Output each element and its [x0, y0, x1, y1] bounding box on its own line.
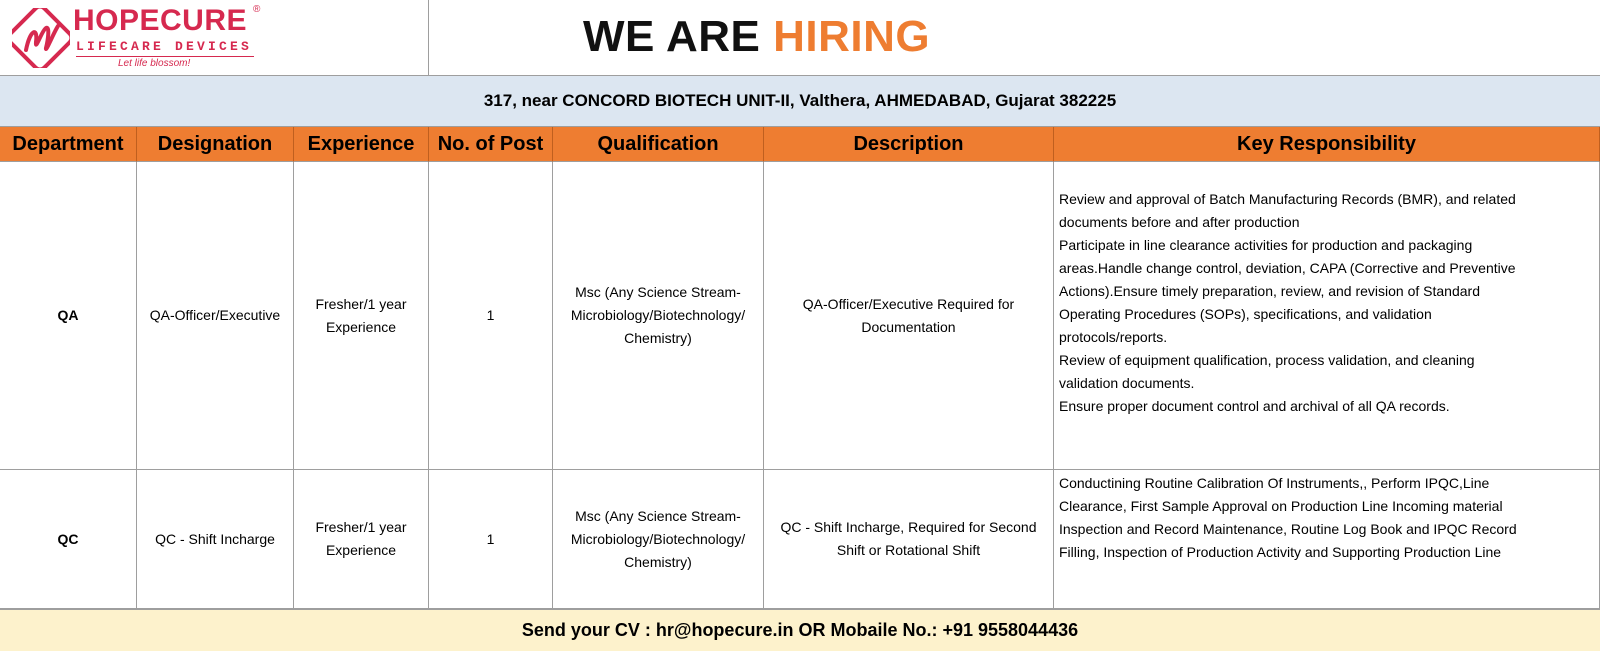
row-qa-department: QA — [0, 162, 137, 470]
registered-mark: ® — [253, 4, 261, 15]
responsibility-line: Review and approval of Batch Manufacturing Records (BMR), and related — [1059, 191, 1516, 207]
qualification-line: Msc (Any Science Stream- — [575, 284, 741, 300]
row-qc-qualification — [553, 470, 764, 609]
row-qc-responsibility — [1054, 470, 1600, 609]
description-line: QA-Officer/Executive Required for — [802, 295, 1015, 312]
address-bar: 317, near CONCORD BIOTECH UNIT-II, Valthera, AHMEDABAD, Gujarat 382225 — [0, 76, 1600, 127]
qualification-line: Microbiology/Biotechnology/ — [570, 530, 746, 547]
responsibility-line: Operating Procedures (SOPs), specifications, and validation — [1059, 306, 1432, 322]
logo-cell — [0, 0, 429, 76]
responsibility-line: Conductining Routine Calibration Of Instruments,, Perform IPQC,Line — [1059, 475, 1490, 491]
qualification-line: Chemistry) — [624, 553, 692, 570]
header-qualification: Qualification — [553, 127, 764, 162]
responsibility-line: Inspection and Record Maintenance, Routine Log Book and IPQC Record — [1059, 521, 1517, 537]
row-qc-designation: QC - Shift Incharge — [137, 470, 294, 609]
contact-footer: Send your CV : hr@hopecure.in OR Mobaile No.: +91 9558044436 — [0, 609, 1600, 651]
description-line: QC - Shift Incharge, Required for Second — [780, 519, 1037, 535]
title-part-2: HIRING — [773, 12, 931, 61]
row-qc-experience — [294, 470, 429, 609]
responsibility-line: Clearance, First Sample Approval on Production Line Incoming material — [1059, 498, 1503, 514]
qualification-line: Msc (Any Science Stream- — [575, 507, 741, 524]
experience-line: Experience — [325, 318, 397, 335]
brand-divider — [76, 56, 254, 57]
row-qc-posts: 1 — [429, 470, 553, 609]
responsibility-line: validation documents. — [1059, 375, 1195, 391]
responsibility-line: protocols/reports. — [1059, 329, 1168, 345]
experience-line: Fresher/1 year — [315, 295, 407, 312]
responsibility-line: Ensure proper document control and archival of all QA records. — [1059, 398, 1450, 414]
header-designation: Designation — [137, 127, 294, 162]
qualification-line: Microbiology/Biotechnology/ — [570, 307, 746, 323]
brand-name: HOPECURE — [73, 4, 248, 37]
title-part-1: WE ARE — [583, 12, 761, 61]
responsibility-line: Participate in line clearance activities for production and packaging — [1059, 237, 1473, 253]
row-qa-description — [764, 162, 1054, 470]
header-key-responsibility: Key Responsibility — [1054, 127, 1600, 162]
header-description: Description — [764, 127, 1054, 162]
responsibility-line: Actions).Ensure timely preparation, review, and revision of Standard — [1059, 283, 1480, 299]
page-title — [583, 12, 930, 62]
row-qc-department: QC — [0, 470, 137, 609]
description-line: Documentation — [861, 318, 956, 335]
row-qa-qualification — [553, 162, 764, 470]
responsibility-line: Filling, Inspection of Production Activity and Supporting Production Line — [1059, 544, 1502, 560]
hopecure-logo-icon — [12, 8, 70, 68]
row-qa-responsibility — [1054, 162, 1600, 470]
description-line: Shift or Rotational Shift — [836, 542, 981, 558]
header-no-of-post: No. of Post — [429, 127, 553, 162]
title-cell — [429, 0, 1600, 76]
responsibility-line: areas.Handle change control, deviation, CAPA (Corrective and Preventive — [1059, 260, 1516, 276]
row-qa-experience — [294, 162, 429, 470]
experience-line: Fresher/1 year — [315, 519, 407, 535]
brand-subtitle: LIFECARE DEVICES — [76, 39, 253, 54]
header-experience: Experience — [294, 127, 429, 162]
row-qc-description — [764, 470, 1054, 609]
qualification-line: Chemistry) — [624, 330, 692, 346]
brand-tagline: Let life blossom! — [118, 58, 191, 69]
row-qa-designation: QA-Officer/Executive — [137, 162, 294, 470]
responsibility-line: documents before and after production — [1059, 214, 1300, 230]
experience-line: Experience — [325, 542, 397, 558]
header-department: Department — [0, 127, 137, 162]
row-qa-posts: 1 — [429, 162, 553, 470]
responsibility-line: Review of equipment qualification, process validation, and cleaning — [1059, 352, 1475, 368]
